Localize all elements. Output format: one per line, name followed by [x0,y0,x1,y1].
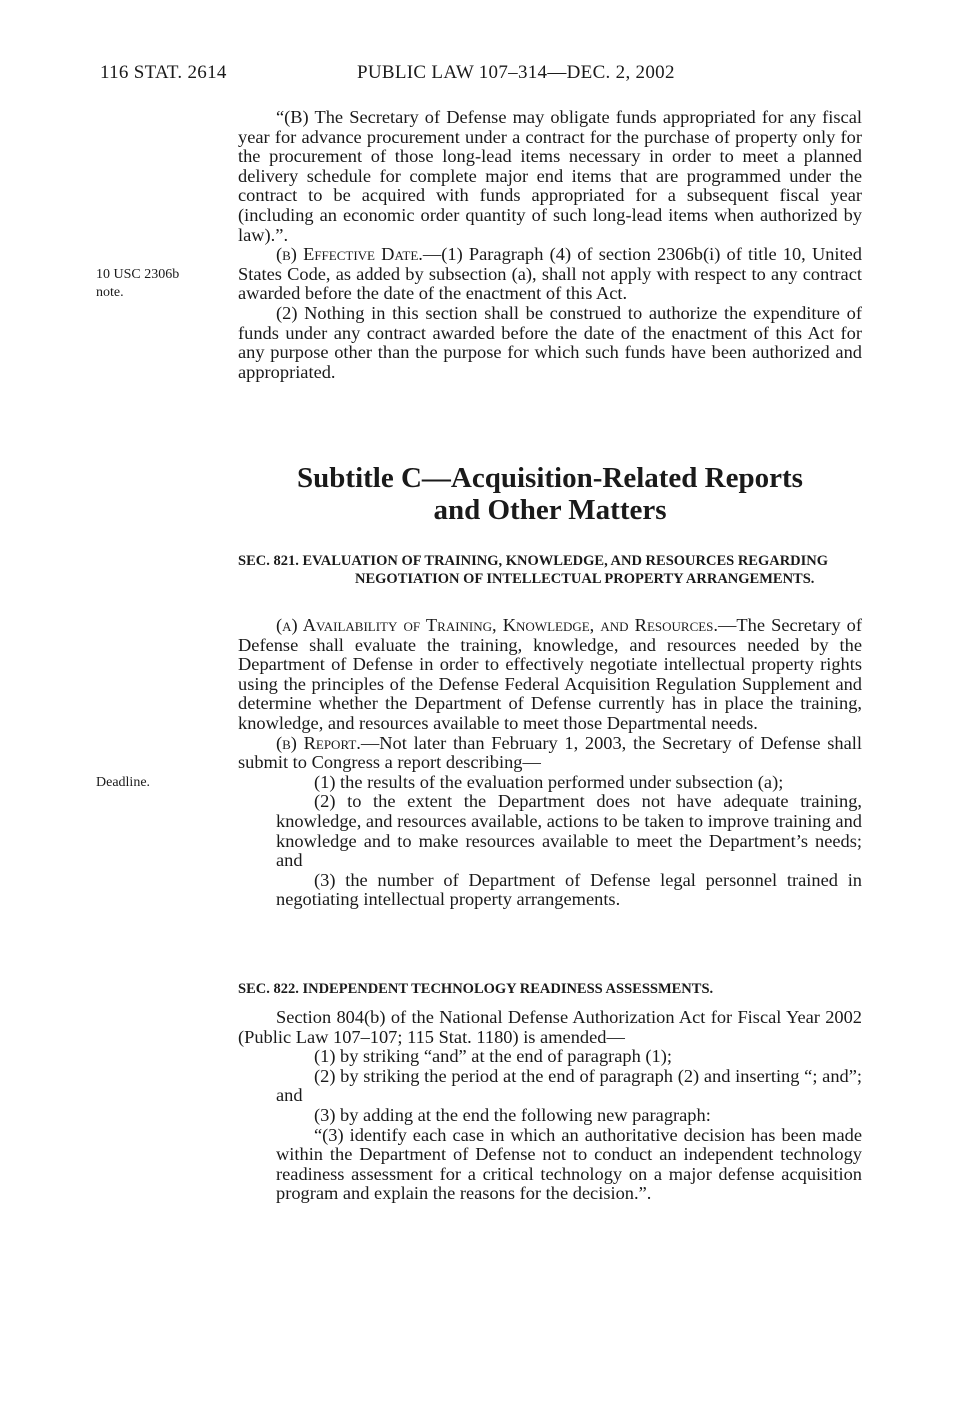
sec-821-body [238,616,862,910]
quoted-paragraph-b: “(B) The Secretary of Defense may obligate funds appropriated for any fiscal year for advance procurement under a contract for the purchase of property only for the procurement of those long-lead items necessary in order to meet a planned delivery schedule for complete major end items that are programmed under the contract to be acquired with funds appropriated for a subsequent fiscal year (including an economic order quantity of such long-lead items when authorized by law).”. [238,107,862,245]
page-stat-citation: 116 STAT. 2614 [100,62,227,83]
sec-821-title: EVALUATION OF TRAINING, KNOWLEDGE, AND RESOURCES REGARDING NEGOTIATION OF INTELLECTUAL PROPERTY ARRANGEMENTS. [302,553,829,587]
sec-821-a-label: (a) Availability of Training, Knowledge, and Resources. [276,615,719,635]
margin-note-usc-line1: 10 USC 2306b [96,267,180,282]
sec-822-item-2: (2) by striking the period at the end of paragraph (2) and inserting “; and”; and [276,1065,862,1106]
sec-822-item-3: (3) by adding at the end the following new paragraph: [314,1104,711,1125]
subtitle-heading [238,462,862,526]
sec-822-intro: Section 804(b) of the National Defense Authorization Act for Fiscal Year 2002 (Public Law 107–107; 115 Stat. 1180) is amended— [238,1007,862,1047]
sec-822-body [238,1008,862,1204]
sec-822-new-paragraph: “(3) identify each case in which an authoritative decision has been made within the Department of Defense not to conduct an independent technology readiness assessment for a critical technology on a major defense acquisition program and explain the reasons for the decision.”. [276,1124,862,1204]
sec-821-subsection-a [238,616,862,734]
sec-821-number: SEC. 821. [238,553,299,569]
sec-821-title-block [238,552,862,588]
effective-date-text: —(1) Paragraph (4) of section 2306b(i) of title 10, United States Code, as added by subsection (a), shall not apply with respect to any contract awarded before the date of the enactment of this Act. [238,244,862,304]
sec-821-heading [238,552,862,588]
effective-date-label: (b) Effective Date. [276,244,423,265]
margin-note-usc [96,266,179,302]
top-section [238,108,862,382]
margin-note-usc-line2: note. [96,285,124,300]
sec-821-b-text: —Not later than February 1, 2003, the Secretary of Defense shall submit to Congress a report describing— [238,732,862,773]
sec-822-heading: SEC. 822. INDEPENDENT TECHNOLOGY READINESS ASSESSMENTS. [238,981,714,997]
margin-note-deadline: Deadline. [96,775,151,790]
sec-821-item-1: (1) the results of the evaluation performed under subsection (a); [314,771,784,792]
sec-822-item-1: (1) by striking “and” at the end of paragraph (1); [314,1046,672,1067]
sec-821-subsection-b [238,734,862,773]
subtitle-line1: Subtitle C—Acquisition-Related Reports [297,462,803,494]
subtitle-line2: and Other Matters [433,494,667,526]
sec-821-b-label: (b) Report. [276,732,361,753]
sec-821-item-3: (3) the number of Department of Defense legal personnel trained in negotiating intellectual property arrangements. [276,869,862,910]
running-header: PUBLIC LAW 107–314—DEC. 2, 2002 [357,62,675,83]
sec-821-a-text: —The Secretary of Defense shall evaluate the training, knowledge, and resources needed by the Department of Defense in order to effectively negotiate intellectual property rights using the principles of the Defense Federal Acquisition Regulation Supplement and determine whether the Department of Defense currently has in place the training, knowledge, and resources available to meet those Departmental needs. [238,615,862,733]
effective-date-paragraph [238,245,862,304]
sec-821-item-2: (2) to the extent the Department does not have adequate training, knowledge, and resources available, actions to be taken to improve training and knowledge and to make resources available to meet the Department’s needs; and [276,791,862,871]
paragraph-2: (2) Nothing in this section shall be construed to authorize the expenditure of funds under any contract awarded before the date of the enactment of this Act for any purpose other than the purpose for which such funds have been authorized and appropriated. [238,302,862,382]
